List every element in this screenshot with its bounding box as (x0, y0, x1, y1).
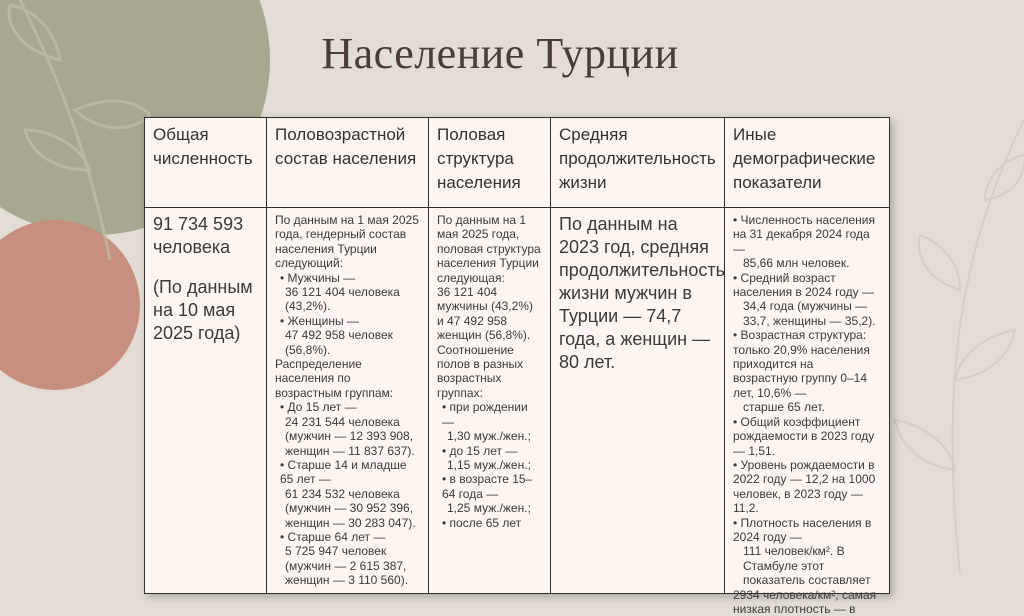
cell-age-sex-composition (267, 208, 429, 594)
text-line: 47 492 958 человек (56,8%). (285, 328, 393, 357)
text-line: 61 234 532 человека (мужчин — 30 952 396, женщин — 30 283 047). (285, 486, 416, 530)
text-line: Распределение населения по возрастным группам: (275, 357, 394, 400)
text-line: 1,15 муж./жен.; (447, 457, 531, 472)
cell-other-indicators (725, 208, 890, 616)
text-line: 2934 человека/км², самая низкая плотность — в (733, 587, 877, 616)
header-other-indicators: Иные демографические показатели (725, 118, 890, 208)
text-line: • Старше 64 лет — (280, 529, 386, 544)
text-line: • Средний возраст населения в 2024 году — (733, 270, 875, 300)
text-line: • Общий коэффициент рождаемости в 2023 году — 1,51. (733, 414, 875, 458)
text-line: 85,66 млн человек. (743, 256, 850, 271)
text-line: • Женщины — (280, 313, 359, 328)
cell-sex-structure (429, 208, 551, 594)
life-expectancy-text: По данным на 2023 год, средняя продолжительность жизни мужчин в Турции — 74,7 года, а женщин — 80 лет. (559, 214, 725, 372)
text-line: 33,7, женщины — 35,2). (743, 313, 876, 328)
slide-title: Население Турции (321, 29, 679, 78)
text-line: Соотношение полов в разных возрастных группах: (437, 342, 524, 400)
text-line: • До 15 лет — (280, 400, 357, 415)
table-header-row (145, 118, 890, 208)
rose-circle-shape (0, 220, 140, 390)
cell-total-population (145, 208, 267, 594)
text-line: 24 231 544 человека (мужчин — 12 393 908, женщин — 11 837 637). (285, 414, 415, 458)
cell-life-expectancy (551, 208, 725, 594)
total-population-note: (По данным на 10 мая 2025 года) (153, 277, 253, 343)
header-total-population: Общая численность (145, 118, 267, 208)
text-line: • Старше 14 и младше 65 лет — (280, 457, 407, 487)
text-line: • после 65 лет (442, 515, 522, 530)
text-line: • до 15 лет — (442, 443, 518, 458)
text-line: По данным на 1 мая 2025 года, гендерный состав населения Турции следующий: (275, 213, 419, 271)
text-line: • Уровень рождаемости в 2022 году — 12,2 на 1000 человек, в 2023 году — 11,2. (733, 457, 876, 516)
header-age-sex-composition: Половозрастной состав населения (267, 118, 429, 208)
text-line: По данным на 1 мая 2025 года, половая структура населения Турции следующая: (437, 213, 541, 285)
table-row (145, 208, 890, 594)
header-sex-structure: Половая структура населения (429, 118, 551, 208)
text-line: 1,25 муж./жен.; (447, 501, 531, 516)
text-line: 1,30 муж./жен.; (447, 429, 531, 444)
text-line: • при рождении — (442, 400, 528, 429)
text-line: 36 121 404 мужчины (43,2%) и 47 492 958 женщин (56,8%). (437, 285, 533, 343)
text-line: • Численность населения на 31 декабря 2024 года — (733, 213, 876, 256)
text-line: • Плотность населения в 2024 году — (733, 515, 872, 544)
leaf-branch-right-icon (895, 120, 1024, 574)
total-population-value: 91 734 593 человека (153, 214, 244, 257)
population-table (144, 117, 890, 616)
text-line: 36 121 404 человека (43,2%). (285, 285, 400, 314)
header-life-expectancy: Средняя продолжительность жизни (551, 118, 725, 208)
text-line: 111 человек/км². В Стамбуле этот показатель составляет (743, 544, 871, 588)
text-line: • в возрасте 15–64 года — (442, 472, 533, 501)
text-line: 34,4 года (мужчины — (743, 299, 868, 314)
text-line: • Возрастная структура: только 20,9% населения приходится на возрастную группу 0–14 лет, 10,6% — (733, 328, 870, 400)
text-line: старше 65 лет. (743, 400, 825, 415)
text-line: • Мужчины — (280, 270, 356, 285)
text-line: 5 725 947 человек (мужчин — 2 615 387, женщин — 3 110 560). (285, 544, 409, 588)
